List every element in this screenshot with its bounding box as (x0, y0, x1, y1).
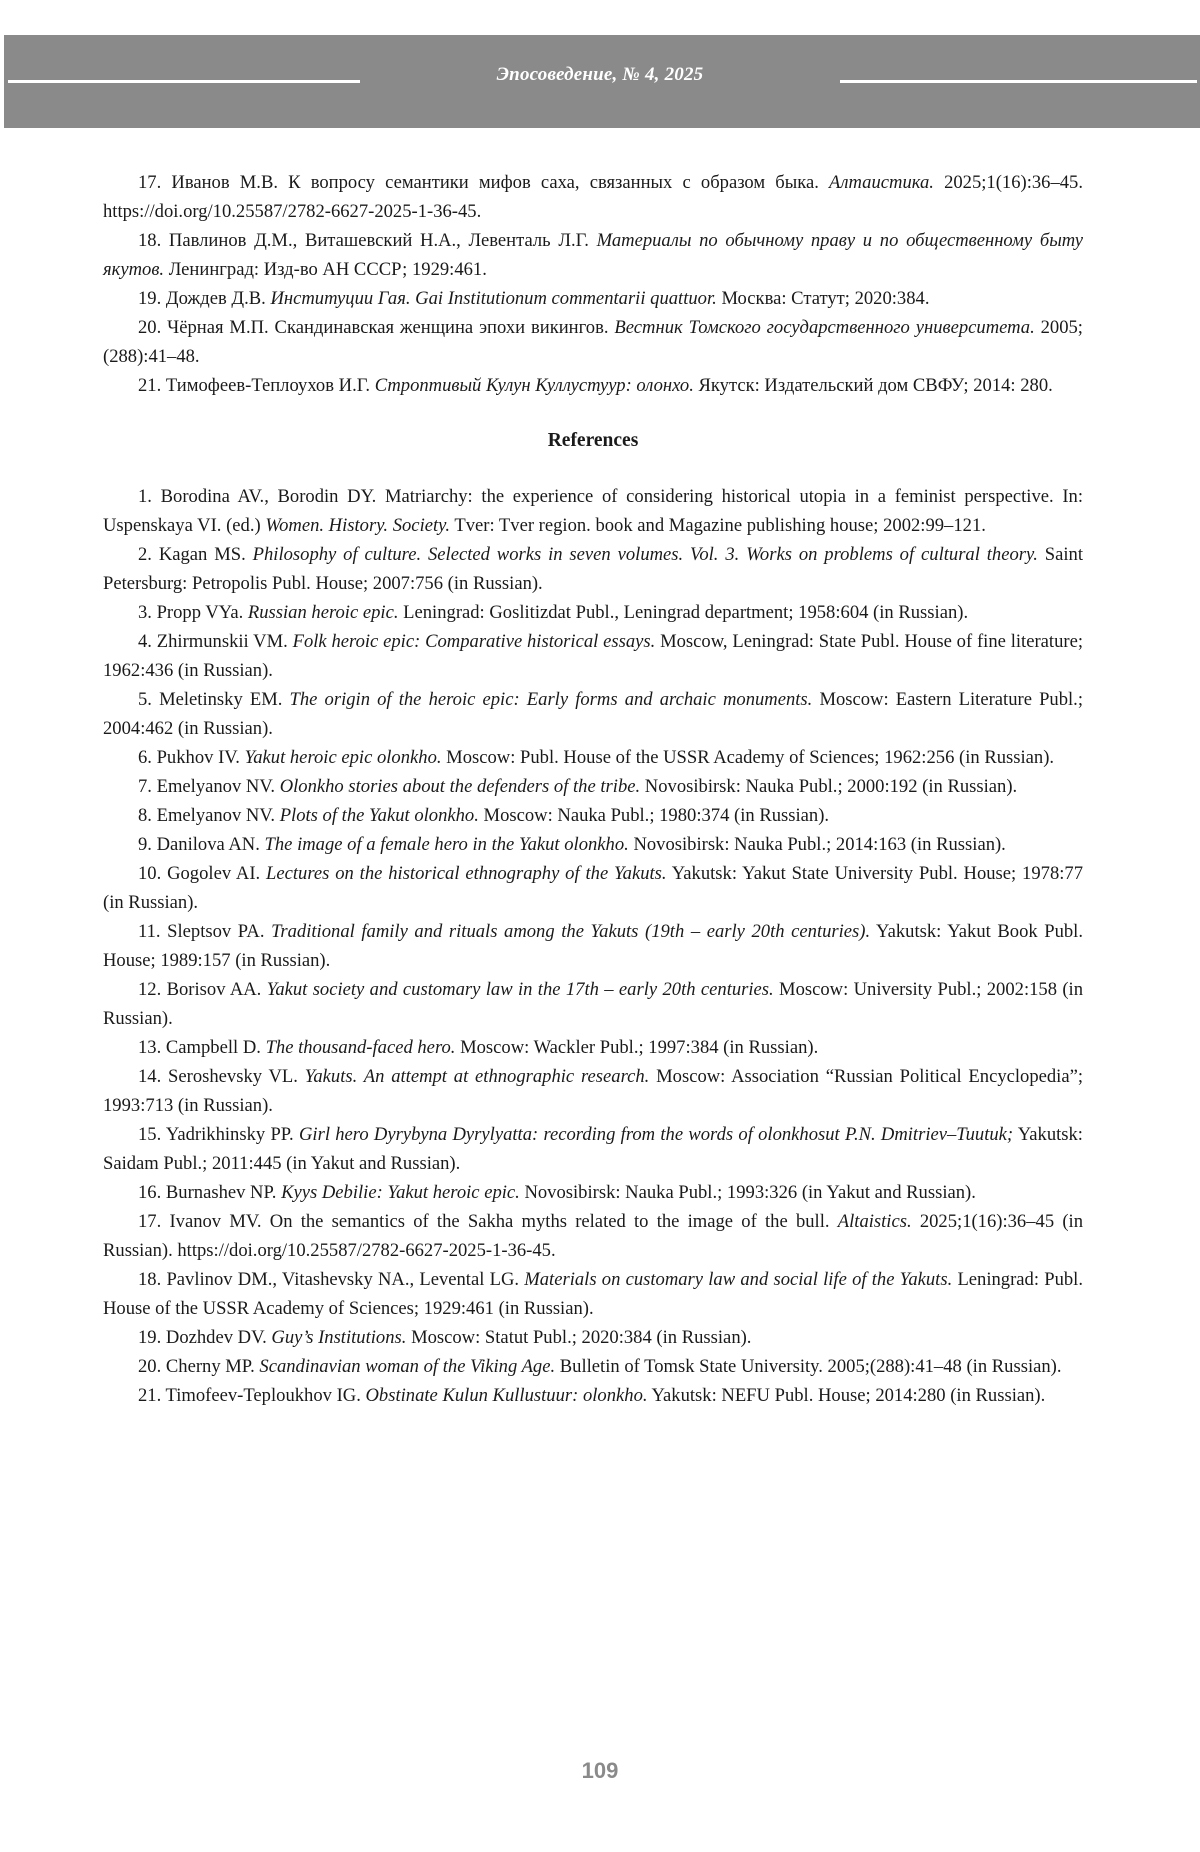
reference-title: Traditional family and rituals among the Yakuts (19th – early 20th centuries). (271, 921, 871, 942)
reference-title: Kyys Debilie: Yakut heroic epic. (281, 1182, 520, 1203)
reference-item (103, 313, 1083, 371)
reference-title: Строптивый Кулун Куллустуур: олонхо. (374, 375, 694, 396)
reference-details: Москва: Статут; 2020:384. (716, 288, 930, 309)
reference-text: 17. Иванов М.В. К вопросу семантики мифов саха, связанных с образом быка. (138, 172, 830, 193)
reference-title: Yakut society and customary law in the 17th – early 20th centuries. (266, 979, 774, 1000)
reference-title: Russian heroic epic. (247, 602, 399, 623)
reference-details: Novosibirsk: Nauka Publ.; 2000:192 (in Russian). (640, 776, 1018, 797)
reference-text: 20. Cherny MP. (138, 1356, 260, 1377)
reference-text: 8. Emelyanov NV. (138, 805, 280, 826)
reference-title: The origin of the heroic epic: Early forms and archaic monuments. (289, 689, 813, 710)
reference-item (103, 226, 1083, 284)
reference-details: Novosibirsk: Nauka Publ.; 1993:326 (in Yakut and Russian). (519, 1182, 976, 1203)
page-number: 109 (581, 1758, 619, 1783)
page-content (103, 168, 1083, 1410)
reference-text: 4. Zhirmunskii VM. (138, 631, 293, 652)
reference-item (103, 743, 1083, 772)
reference-details: Moscow: Association “Russian Political Encyclopedia”; 1993:713 (in Russian). (103, 1066, 1084, 1116)
reference-title: Lectures on the historical ethnography of the Yakuts. (266, 863, 667, 884)
reference-text: 18. Pavlinov DM., Vitashevsky NA., Levental LG. (138, 1269, 525, 1290)
reference-text: 2. Kagan MS. (138, 544, 253, 565)
reference-item (103, 772, 1083, 801)
reference-details: Moscow: Publ. House of the USSR Academy of Sciences; 1962:256 (in Russian). (441, 747, 1055, 768)
reference-item (103, 168, 1083, 226)
reference-title: Yakuts. An attempt at ethnographic research. (304, 1066, 650, 1087)
reference-details: 2025;1(16):36–45. https://doi.org/10.25587/2782-6627-2025-1-36-45. (103, 172, 1083, 222)
reference-details: Yakutsk: NEFU Publ. House; 2014:280 (in Russian). (647, 1385, 1046, 1406)
reference-title: Guy’s Institutions. (271, 1327, 407, 1348)
reference-text: 16. Burnashev NP. (138, 1182, 282, 1203)
reference-item (103, 371, 1083, 400)
reference-text: 9. Danilova AN. (138, 834, 265, 855)
reference-title: The image of a female hero in the Yakut olonkho. (264, 834, 629, 855)
reference-text: 10. Gogolev AI. (138, 863, 267, 884)
journal-title: Эпосоведение, № 4, 2025 (496, 64, 704, 85)
reference-details: Moscow: University Publ.; 2002:158 (in Russian). (103, 979, 1084, 1029)
reference-item (103, 859, 1083, 917)
reference-title: Plots of the Yakut olonkho. (279, 805, 479, 826)
reference-text: 21. Timofeev-Teploukhov IG. (138, 1385, 366, 1406)
reference-item (103, 1381, 1083, 1410)
reference-title: Scandinavian woman of the Viking Age. (259, 1356, 556, 1377)
reference-details: Tver: Tver region. book and Magazine publishing house; 2002:99–121. (450, 515, 986, 536)
reference-item (103, 1207, 1083, 1265)
reference-text: 18. Павлинов Д.М., Виташевский Н.А., Левенталь Л.Г. (138, 230, 597, 251)
reference-details: Moscow: Statut Publ.; 2020:384 (in Russian). (406, 1327, 752, 1348)
reference-text: 17. Ivanov MV. On the semantics of the Sakha myths related to the image of the bull. (138, 1211, 838, 1232)
reference-title: Институции Гая. Gai Institutionum commentarii quattuor. (270, 288, 717, 309)
reference-details: Moscow, Leningrad: State Publ. House of fine literature; 1962:436 (in Russian). (103, 631, 1083, 681)
reference-item (103, 830, 1083, 859)
reference-title: Вестник Томского государственного университета. (614, 317, 1035, 338)
reference-details: Yakutsk: Yakut Book Publ. House; 1989:157 (in Russian). (103, 921, 1083, 971)
russian-reference-list (103, 168, 1083, 400)
reference-title: Materials on customary law and social life of the Yakuts. (524, 1269, 953, 1290)
reference-details: Leningrad: Goslitizdat Publ., Leningrad department; 1958:604 (in Russian). (398, 602, 969, 623)
reference-title: Altaistics. (837, 1211, 912, 1232)
reference-text: 13. Campbell D. (138, 1037, 266, 1058)
reference-details: Bulletin of Tomsk State University. 2005;(288):41–48 (in Russian). (555, 1356, 1062, 1377)
reference-details: Leningrad: Publ. House of the USSR Academy of Sciences; 1929:461 (in Russian). (103, 1269, 1083, 1319)
reference-title: Материалы по обычному праву и по общественному быту якутов. (103, 230, 1083, 280)
reference-title: Philosophy of culture. Selected works in seven volumes. Vol. 3. Works on problems of cultural theory. (252, 544, 1038, 565)
reference-text: 15. Yadrikhinsky PP. (138, 1124, 299, 1145)
reference-item (103, 1178, 1083, 1207)
reference-title: Алтаистика. (829, 172, 934, 193)
reference-item (103, 1120, 1083, 1178)
reference-title: Yakut heroic epic olonkho. (244, 747, 442, 768)
reference-item (103, 975, 1083, 1033)
reference-item (103, 627, 1083, 685)
reference-title: The thousand-faced hero. (265, 1037, 456, 1058)
reference-item (103, 1352, 1083, 1381)
reference-item (103, 598, 1083, 627)
header-rule-right (840, 80, 1197, 83)
reference-details: Ленинград: Изд-во АН СССР; 1929:461. (164, 259, 487, 280)
reference-item (103, 685, 1083, 743)
reference-item (103, 284, 1083, 313)
reference-item (103, 917, 1083, 975)
reference-title: Folk heroic epic: Comparative historical essays. (292, 631, 656, 652)
reference-title: Girl hero Dyrybyna Dyrylyatta: recording from the words of olonkhosut P.N. Dmitriev–Tuutuk; (298, 1124, 1014, 1145)
reference-details: 2025;1(16):36–45 (in Russian). https://doi.org/10.25587/2782-6627-2025-1-36-45. (103, 1211, 1083, 1261)
reference-text: 19. Dozhdev DV. (138, 1327, 272, 1348)
reference-title: Olonkho stories about the defenders of the tribe. (279, 776, 641, 797)
reference-text: 21. Тимофеев-Теплоухов И.Г. (138, 375, 375, 396)
reference-title: Women. History. Society. (265, 515, 451, 536)
reference-text: 1. Borodina AV., Borodin DY. Matriarchy: the experience of considering historical utopia in a feminist perspective. In: Uspenskaya VI. (ed.) (103, 486, 1083, 536)
reference-details: Якутск: Издательский дом СВФУ; 2014: 280. (693, 375, 1053, 396)
reference-details: Yakutsk: Saidam Publ.; 2011:445 (in Yakut and Russian). (103, 1124, 1083, 1174)
reference-text: 5. Meletinsky EM. (138, 689, 290, 710)
reference-text: 11. Sleptsov PA. (138, 921, 272, 942)
reference-text: 19. Дождев Д.В. (138, 288, 271, 309)
reference-details: Moscow: Eastern Literature Publ.; 2004:462 (in Russian). (103, 689, 1083, 739)
reference-details: 2005;(288):41–48. (103, 317, 1083, 367)
reference-text: 20. Чёрная М.П. Скандинавская женщина эпохи викингов. (138, 317, 615, 338)
reference-item (103, 1033, 1083, 1062)
reference-details: Yakutsk: Yakut State University Publ. House; 1978:77 (in Russian). (103, 863, 1083, 913)
reference-details: Moscow: Wackler Publ.; 1997:384 (in Russian). (455, 1037, 819, 1058)
reference-details: Moscow: Nauka Publ.; 1980:374 (in Russian). (478, 805, 830, 826)
reference-item (103, 482, 1083, 540)
english-reference-list (103, 482, 1083, 1410)
reference-text: 7. Emelyanov NV. (138, 776, 280, 797)
reference-text: 12. Borisov AA. (138, 979, 267, 1000)
reference-text: 3. Propp VYa. (138, 602, 248, 623)
reference-item (103, 1323, 1083, 1352)
references-heading: References (547, 430, 639, 451)
reference-title: Obstinate Kulun Kullustuur: olonkho. (365, 1385, 648, 1406)
reference-details: Novosibirsk: Nauka Publ.; 2014:163 (in Russian). (628, 834, 1006, 855)
reference-text: 14. Seroshevsky VL. (138, 1066, 305, 1087)
reference-details: Saint Petersburg: Petropolis Publ. House; 2007:756 (in Russian). (103, 544, 1084, 594)
reference-item (103, 1062, 1083, 1120)
reference-item (103, 801, 1083, 830)
reference-item (103, 540, 1083, 598)
reference-text: 6. Pukhov IV. (138, 747, 245, 768)
header-rule-left (8, 80, 360, 83)
reference-item (103, 1265, 1083, 1323)
